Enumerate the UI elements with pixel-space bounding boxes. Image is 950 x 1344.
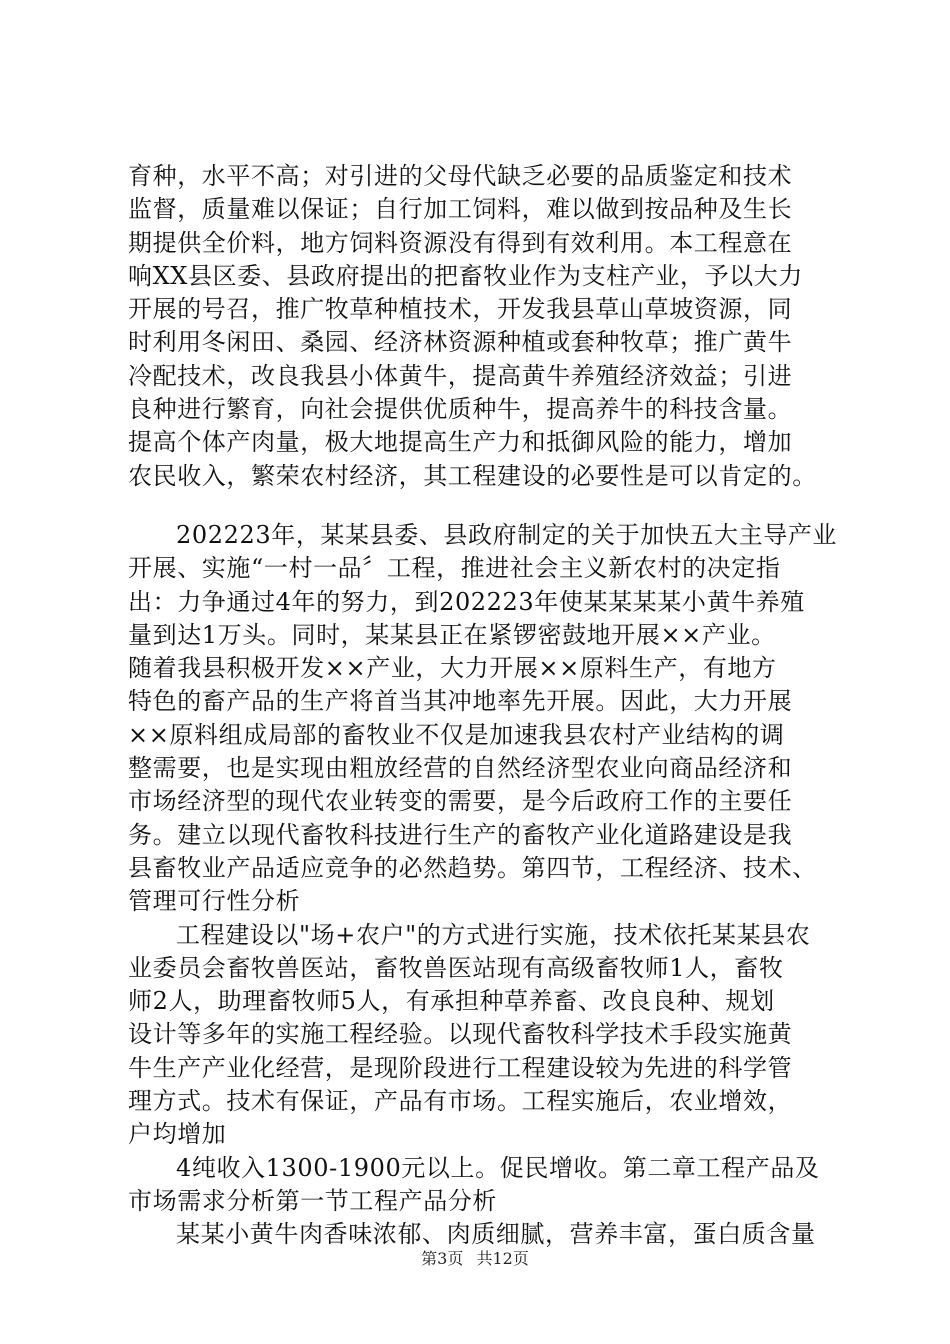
text-line: 出：力争通过4年的努力，到202223年使某某某某小黄牛养殖 bbox=[128, 587, 805, 616]
text-line: 务。建立以现代畜牧科技进行生产的畜牧产业化道路建设是我 bbox=[128, 820, 793, 849]
text-line: 提高个体产肉量，极大地提高生产力和抵御风险的能力，增加 bbox=[128, 428, 793, 457]
document-body bbox=[128, 160, 843, 1252]
paragraph bbox=[128, 1152, 843, 1219]
text-line: 市场需求分析第一节工程产品分析 bbox=[128, 1186, 497, 1215]
text-line: 随着我县积极开发××产业，大力开展××原料生产，有地方 bbox=[128, 654, 777, 683]
text-line: 期提供全价料，地方饲料资源没有得到有效利用。本工程意在 bbox=[128, 228, 793, 257]
text-line: 开展、实施“一村一品〞工程，推进社会主义新农村的决定指 bbox=[128, 554, 781, 583]
text-line: 理方式。技术有保证，产品有市场。工程实施后，农业增效， bbox=[128, 1087, 793, 1116]
text-line: 4纯收入1300-1900元以上。促民增收。第二章工程产品及 bbox=[176, 1153, 820, 1182]
text-line: 冷配技术，改良我县小体黄牛，提高黄牛养殖经济效益；引进 bbox=[128, 361, 793, 390]
text-line: 农民收入，繁荣农村经济，其工程建设的必要性是可以肯定的。 bbox=[128, 461, 817, 490]
text-line: 某某小黄牛肉香味浓郁、肉质细腻，营养丰富，蛋白质含量 bbox=[176, 1220, 816, 1249]
paragraph bbox=[128, 160, 843, 493]
text-line: 师2人，助理畜牧师5人，有承担种草养畜、改良良种、规划 bbox=[128, 987, 775, 1016]
text-line: 响XX县区委、县政府提出的把畜牧业作为支柱产业，予以大力 bbox=[128, 261, 803, 290]
text-line: 县畜牧业产品适应竞争的必然趋势。第四节，工程经济、技术、 bbox=[128, 853, 817, 882]
paragraph bbox=[128, 1218, 843, 1251]
text-line: 设计等多年的实施工程经验。以现代畜牧科学技术手段实施黄 bbox=[128, 1020, 793, 1049]
text-line: 202223年，某某县委、县政府制定的关于加快五大主导产业 bbox=[176, 520, 838, 549]
text-line: 特色的畜产品的生产将首当其冲地率先开展。因此，大力开展 bbox=[128, 687, 793, 716]
text-line: 管理可行性分析 bbox=[128, 887, 301, 916]
text-line: ××原料组成局部的畜牧业不仅是加速我县农村产业结构的调 bbox=[128, 720, 785, 749]
text-line: 监督，质量难以保证；自行加工饲料，难以做到按品种及生长 bbox=[128, 195, 793, 224]
text-line: 良种进行繁育，向社会提供优质种牛，提高养牛的科技含量。 bbox=[128, 395, 793, 424]
page-number: 第3页 bbox=[421, 1249, 464, 1268]
text-line: 工程建设以"场+农户"的方式进行实施，技术依托某某县农 bbox=[176, 920, 811, 949]
text-line: 业委员会畜牧兽医站，畜牧兽医站现有高级畜牧师1人，畜牧 bbox=[128, 953, 784, 982]
paragraph-gap bbox=[128, 493, 843, 519]
text-line: 牛生产产业化经营，是现阶段进行工程建设较为先进的科学管 bbox=[128, 1053, 793, 1082]
text-line: 开展的号召，推广牧草种植技术，开发我县草山草坡资源，同 bbox=[128, 295, 793, 324]
text-line: 户均增加 bbox=[128, 1120, 227, 1149]
text-line: 育种，水平不高；对引进的父母代缺乏必要的品质鉴定和技术 bbox=[128, 162, 793, 190]
page-footer bbox=[0, 1248, 950, 1270]
page-total: 共12页 bbox=[476, 1249, 529, 1268]
text-line: 量到达1万头。同时，某某县正在紧锣密鼓地开展××产业。 bbox=[128, 620, 776, 649]
text-line: 整需要，也是实现由粗放经营的自然经济型农业向商品经济和 bbox=[128, 754, 793, 783]
paragraph bbox=[128, 519, 843, 919]
text-line: 时利用冬闲田、桑园、经济林资源种植或套种牧草；推广黄牛 bbox=[128, 328, 793, 357]
paragraph bbox=[128, 919, 843, 1152]
text-line: 市场经济型的现代农业转变的需要，是今后政府工作的主要任 bbox=[128, 787, 793, 816]
